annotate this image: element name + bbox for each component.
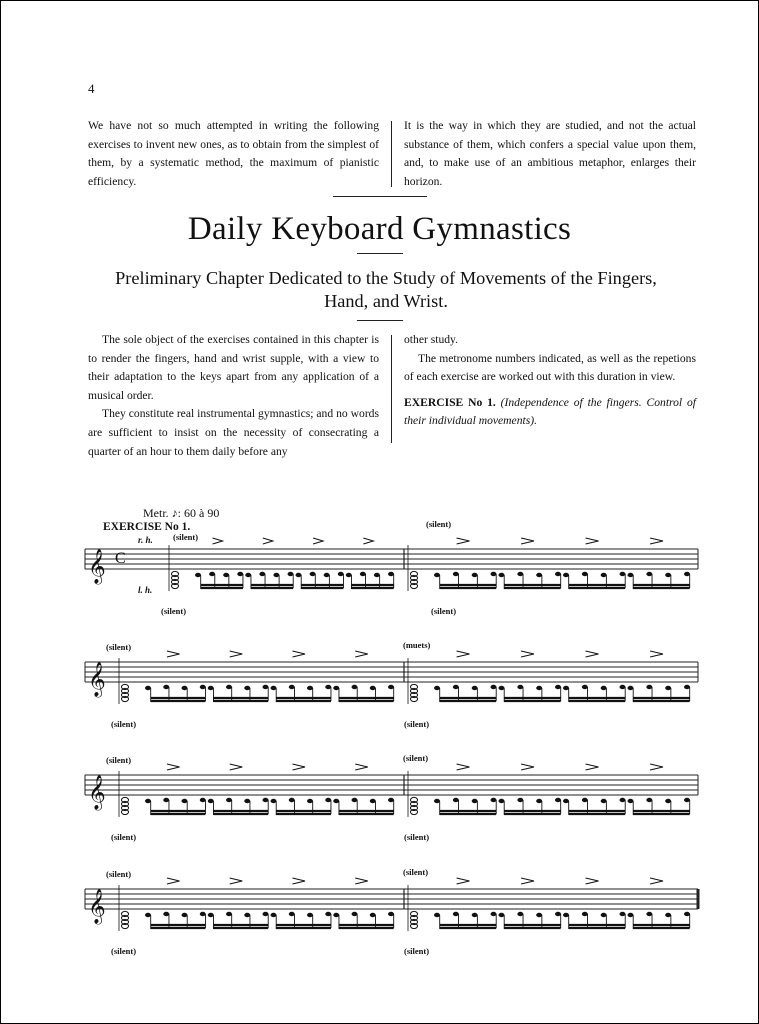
- sixteenth-note: [333, 686, 339, 690]
- sixteenth-note: [646, 798, 652, 802]
- sixteenth-note: [472, 799, 478, 803]
- accent-mark: [167, 651, 180, 657]
- music-exercise-label: EXERCISE No 1.: [103, 521, 191, 533]
- sixteenth-note: [563, 799, 569, 803]
- sixteenth-note: [453, 572, 459, 576]
- sixteenth-note: [620, 912, 626, 916]
- sixteenth-note: [491, 912, 497, 916]
- sixteenth-note: [145, 799, 151, 803]
- sixteenth-note: [453, 912, 459, 916]
- sixteenth-note: [555, 572, 561, 576]
- accent-mark: [521, 538, 534, 544]
- sixteenth-note: [453, 685, 459, 689]
- sixteenth-note: [288, 572, 294, 576]
- accent-mark: [457, 878, 470, 884]
- sixteenth-note: [324, 573, 330, 577]
- sixteenth-note: [307, 686, 313, 690]
- sixteenth-note: [208, 799, 214, 803]
- sixteenth-note: [517, 912, 523, 916]
- accent-mark: [292, 878, 305, 884]
- sixteenth-note: [307, 913, 313, 917]
- sixteenth-note: [370, 686, 376, 690]
- intro-left-text: We have not so much attempted in writing the following exercises to invent new ones, as to obtain from the simplest of them, by a systematic method, the maximum of pianistic efficiency.: [88, 119, 379, 188]
- accent-mark: [586, 764, 599, 770]
- sixteenth-note: [434, 913, 440, 917]
- chapter-subtitle: Preliminary Chapter Dedicated to the Study of Movements of the Fingers, Hand, and Wrist.: [115, 268, 657, 311]
- sixteenth-note: [517, 685, 523, 689]
- sixteenth-note: [163, 912, 169, 916]
- sixteenth-note: [684, 912, 690, 916]
- sixteenth-note: [195, 573, 201, 577]
- sixteenth-note: [499, 573, 505, 577]
- accent-mark: [313, 538, 323, 544]
- sixteenth-note: [434, 573, 440, 577]
- accent-mark: [230, 764, 243, 770]
- sixteenth-note: [628, 686, 634, 690]
- sixteenth-note: [499, 686, 505, 690]
- sixteenth-note: [499, 913, 505, 917]
- sixteenth-note: [182, 799, 188, 803]
- sixteenth-note: [517, 572, 523, 576]
- sixteenth-note: [388, 685, 394, 689]
- sixteenth-note: [263, 912, 269, 916]
- sixteenth-note: [665, 573, 671, 577]
- sixteenth-note: [360, 572, 366, 576]
- sixteenth-note: [563, 573, 569, 577]
- sixteenth-note: [434, 686, 440, 690]
- sixteenth-note: [536, 799, 542, 803]
- sixteenth-note: [582, 572, 588, 576]
- silent-label: (silent): [161, 606, 187, 616]
- music-score: [1, 1, 758, 1023]
- sixteenth-note: [182, 686, 188, 690]
- body-right-paragraph-2: The metronome numbers indicated, as well as the repetions of each exercise are worked out with this duration in view.: [404, 351, 696, 384]
- sixteenth-note: [263, 685, 269, 689]
- sixteenth-note: [646, 912, 652, 916]
- sixteenth-note: [352, 798, 358, 802]
- accent-mark: [586, 651, 599, 657]
- sixteenth-note: [555, 685, 561, 689]
- intro-right-text: It is the way in which they are studied, and not the actual substance of them, which confers a special value upon them, and, to make use of an ambitious metaphor, enlarges their horizon.: [404, 119, 696, 188]
- sixteenth-note: [271, 913, 277, 917]
- sixteenth-note: [352, 912, 358, 916]
- left-hand-label: l. h.: [138, 585, 153, 595]
- sixteenth-note: [684, 798, 690, 802]
- sixteenth-note: [620, 572, 626, 576]
- sixteenth-note: [223, 573, 229, 577]
- sixteenth-note: [555, 798, 561, 802]
- sixteenth-note: [646, 572, 652, 576]
- sixteenth-note: [472, 913, 478, 917]
- sixteenth-note: [208, 913, 214, 917]
- silent-label: (silent): [426, 519, 452, 529]
- sixteenth-note: [200, 798, 206, 802]
- sixteenth-note: [536, 686, 542, 690]
- accent-mark: [650, 764, 663, 770]
- sixteenth-note: [145, 686, 151, 690]
- sixteenth-note: [226, 912, 232, 916]
- accent-mark: [521, 764, 534, 770]
- silent-label: (silent): [106, 642, 132, 652]
- sixteenth-note: [388, 798, 394, 802]
- sixteenth-note: [563, 686, 569, 690]
- sixteenth-note: [226, 685, 232, 689]
- sixteenth-note: [208, 686, 214, 690]
- sixteenth-note: [453, 798, 459, 802]
- sixteenth-note: [620, 798, 626, 802]
- sixteenth-note: [273, 573, 279, 577]
- sixteenth-note: [352, 685, 358, 689]
- sixteenth-note: [601, 799, 607, 803]
- sixteenth-note: [226, 798, 232, 802]
- sixteenth-note: [646, 685, 652, 689]
- sixteenth-note: [601, 686, 607, 690]
- accent-mark: [586, 538, 599, 544]
- sixteenth-note: [684, 572, 690, 576]
- accent-mark: [457, 538, 470, 544]
- silent-label: (silent): [106, 755, 132, 765]
- sixteenth-note: [491, 685, 497, 689]
- sixteenth-note: [388, 912, 394, 916]
- sixteenth-note: [601, 913, 607, 917]
- accent-mark: [650, 538, 663, 544]
- sixteenth-note: [245, 573, 251, 577]
- accent-mark: [650, 878, 663, 884]
- sixteenth-note: [200, 912, 206, 916]
- silent-label: (silent): [111, 832, 137, 842]
- accent-mark: [230, 651, 243, 657]
- silent-label: (silent): [404, 832, 430, 842]
- sixteenth-note: [472, 686, 478, 690]
- sixteenth-note: [665, 686, 671, 690]
- sixteenth-note: [289, 685, 295, 689]
- silent-label: (silent): [106, 869, 132, 879]
- sixteenth-note: [209, 572, 215, 576]
- sixteenth-note: [346, 573, 352, 577]
- accent-mark: [363, 538, 373, 544]
- sixteenth-note: [271, 799, 277, 803]
- accent-mark: [355, 651, 368, 657]
- sixteenth-note: [244, 686, 250, 690]
- sixteenth-note: [325, 685, 331, 689]
- sixteenth-note: [499, 799, 505, 803]
- accent-mark: [355, 764, 368, 770]
- sixteenth-note: [684, 685, 690, 689]
- sixteenth-note: [145, 913, 151, 917]
- body-left-paragraph-2: They constitute real instrumental gymnastics; and no words are sufficient to insist on the necessity of consecrating a quarter of an hour to them daily before any: [88, 407, 379, 458]
- sixteenth-note: [289, 912, 295, 916]
- silent-label: (silent): [431, 606, 457, 616]
- sixteenth-note: [325, 798, 331, 802]
- sixteenth-note: [563, 913, 569, 917]
- accent-mark: [521, 651, 534, 657]
- exercise-heading-number: EXERCISE No 1.: [404, 395, 496, 409]
- sixteenth-note: [310, 572, 316, 576]
- metronome-marking: Metr. ♪: 60 à 90: [143, 506, 220, 520]
- accent-mark: [230, 878, 243, 884]
- sixteenth-note: [628, 913, 634, 917]
- silent-label: (silent): [404, 719, 430, 729]
- sixteenth-note: [491, 798, 497, 802]
- sixteenth-note: [582, 685, 588, 689]
- sixteenth-note: [259, 572, 265, 576]
- sixteenth-note: [333, 799, 339, 803]
- sixteenth-note: [263, 798, 269, 802]
- sixteenth-note: [333, 913, 339, 917]
- body-left-paragraph-1: The sole object of the exercises contained in this chapter is to render the fingers, hand and wrist supple, with a view to their adaptation to the keys apart from any application of a musical order.: [88, 333, 379, 402]
- exercise-heading-description: (Independence of the fingers. Control of their individual movements).: [404, 395, 696, 428]
- silent-label: (silent): [403, 867, 429, 877]
- accent-mark: [292, 651, 305, 657]
- sixteenth-note: [628, 799, 634, 803]
- sixteenth-note: [370, 799, 376, 803]
- sixteenth-note: [163, 798, 169, 802]
- right-hand-label: r. h.: [138, 535, 153, 545]
- sixteenth-note: [388, 572, 394, 576]
- accent-mark: [355, 878, 368, 884]
- sixteenth-note: [536, 573, 542, 577]
- sixteenth-note: [665, 913, 671, 917]
- accent-mark: [292, 764, 305, 770]
- sixteenth-note: [307, 799, 313, 803]
- sixteenth-note: [491, 572, 497, 576]
- sixteenth-note: [434, 799, 440, 803]
- treble-clef-icon: 𝄞: [88, 776, 106, 809]
- page-number: 4: [88, 81, 95, 96]
- accent-mark: [586, 878, 599, 884]
- sixteenth-note: [271, 686, 277, 690]
- sixteenth-note: [601, 573, 607, 577]
- sixteenth-note: [374, 573, 380, 577]
- sixteenth-note: [370, 913, 376, 917]
- silent-label: (silent): [173, 532, 199, 542]
- silent-label: (muets): [403, 640, 431, 650]
- sixteenth-note: [628, 573, 634, 577]
- sixteenth-note: [665, 799, 671, 803]
- accent-mark: [213, 538, 223, 544]
- silent-label: (silent): [111, 719, 137, 729]
- sixteenth-note: [555, 912, 561, 916]
- silent-label: (silent): [404, 946, 430, 956]
- sixteenth-note: [517, 798, 523, 802]
- sixteenth-note: [200, 685, 206, 689]
- accent-mark: [457, 651, 470, 657]
- sixteenth-note: [237, 572, 243, 576]
- sixteenth-note: [620, 685, 626, 689]
- treble-clef-icon: 𝄞: [88, 890, 106, 923]
- sixteenth-note: [289, 798, 295, 802]
- sixteenth-note: [472, 573, 478, 577]
- sixteenth-note: [163, 685, 169, 689]
- accent-mark: [263, 538, 273, 544]
- accent-mark: [167, 764, 180, 770]
- sixteenth-note: [582, 912, 588, 916]
- sixteenth-note: [582, 798, 588, 802]
- treble-clef-icon: 𝄞: [88, 663, 106, 696]
- accent-mark: [521, 878, 534, 884]
- accent-mark: [650, 651, 663, 657]
- silent-label: (silent): [403, 753, 429, 763]
- silent-label: (silent): [111, 946, 137, 956]
- accent-mark: [457, 764, 470, 770]
- sixteenth-note: [536, 913, 542, 917]
- sixteenth-note: [182, 913, 188, 917]
- time-signature: C: [115, 550, 126, 567]
- sixteenth-note: [325, 912, 331, 916]
- page-title: Daily Keyboard Gymnastics: [187, 211, 572, 247]
- sixteenth-note: [296, 573, 302, 577]
- sixteenth-note: [244, 913, 250, 917]
- accent-mark: [167, 878, 180, 884]
- sixteenth-note: [338, 572, 344, 576]
- sixteenth-note: [244, 799, 250, 803]
- treble-clef-icon: 𝄞: [88, 550, 106, 583]
- body-right-paragraph-1: other study.: [404, 333, 458, 346]
